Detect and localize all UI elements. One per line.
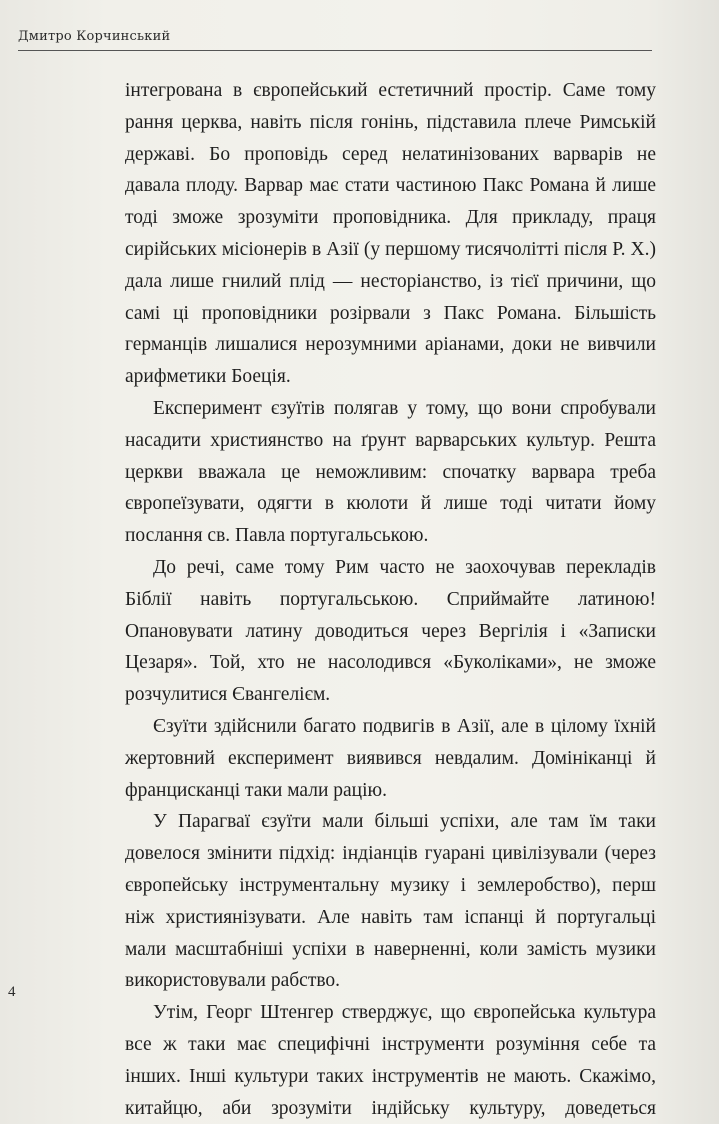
paragraph-4: Єзуїти здійснили багато подвигів в Азії, але в цілому їхній жертовний експеримент виявився невдалим. Домініканці й францисканці таки мали рацію.	[125, 715, 656, 801]
paragraph-2: Експеримент єзуїтів полягав у тому, що вони спробували насадити християнство на ґрунт варварських культур. Решта церкви вважала це неможливим: спочатку варвара треба європеїзувати, одягти в кюлоти й лише тоді читати йому послання св. Павла португальською.	[125, 397, 656, 547]
paragraph-6: Утім, Георг Штенгер стверджує, що європейська культура все ж таки має специфічні інструменти розуміння себе та інших. Інші культури таких інструментів не мають. Скажімо, китайцю, аби зрозуміти індійську культуру, доведеться	[125, 1002, 656, 1119]
running-header	[18, 30, 652, 51]
body-text	[125, 75, 656, 1124]
paragraph-3: До речі, саме тому Рим часто не заохочував перекладів Біблії навіть португальською. Сприймайте латиною! Опановувати латину доводиться через Вергілія і «Записки Цезаря». Той, хто не насолодився «Буколіками», не зможе розчулитися Євангелієм.	[125, 556, 656, 706]
paragraph-1: інтегрована в європейський естетичний простір. Саме тому рання церква, навіть після гонінь, підставила плече Римській державі. Бо проповідь серед нелатинізованих варварів не давала плоду. Варвар має стати частиною Пакс Романа й лише тоді зможе зрозуміти проповідника. Для прикладу, праця сирійських місіонерів в Азії (у першому тисячолітті після Р. Х.) дала лише гнилий плід — несторіанство, із тієї причини, що самі ці проповідники розірвали з Пакс Романа. Більшість германців лишалися нерозумними аріанами, доки не вивчили арифметики Боеція.	[125, 80, 656, 388]
paragraph-5: У Парагваї єзуїти мали більші успіхи, але там їм таки довелося змінити підхід: індіанців гуарані цивілізували (через європейську інструментальну музику і землеробство), перш ніж християнізувати. Але навіть там іспанці й португальці мали масштабніші успіхи в наверненні, коли замість музики використовували рабство.	[125, 811, 656, 992]
author-name: Дмитро Корчинський	[18, 29, 171, 44]
page-number: 4	[8, 984, 16, 1000]
